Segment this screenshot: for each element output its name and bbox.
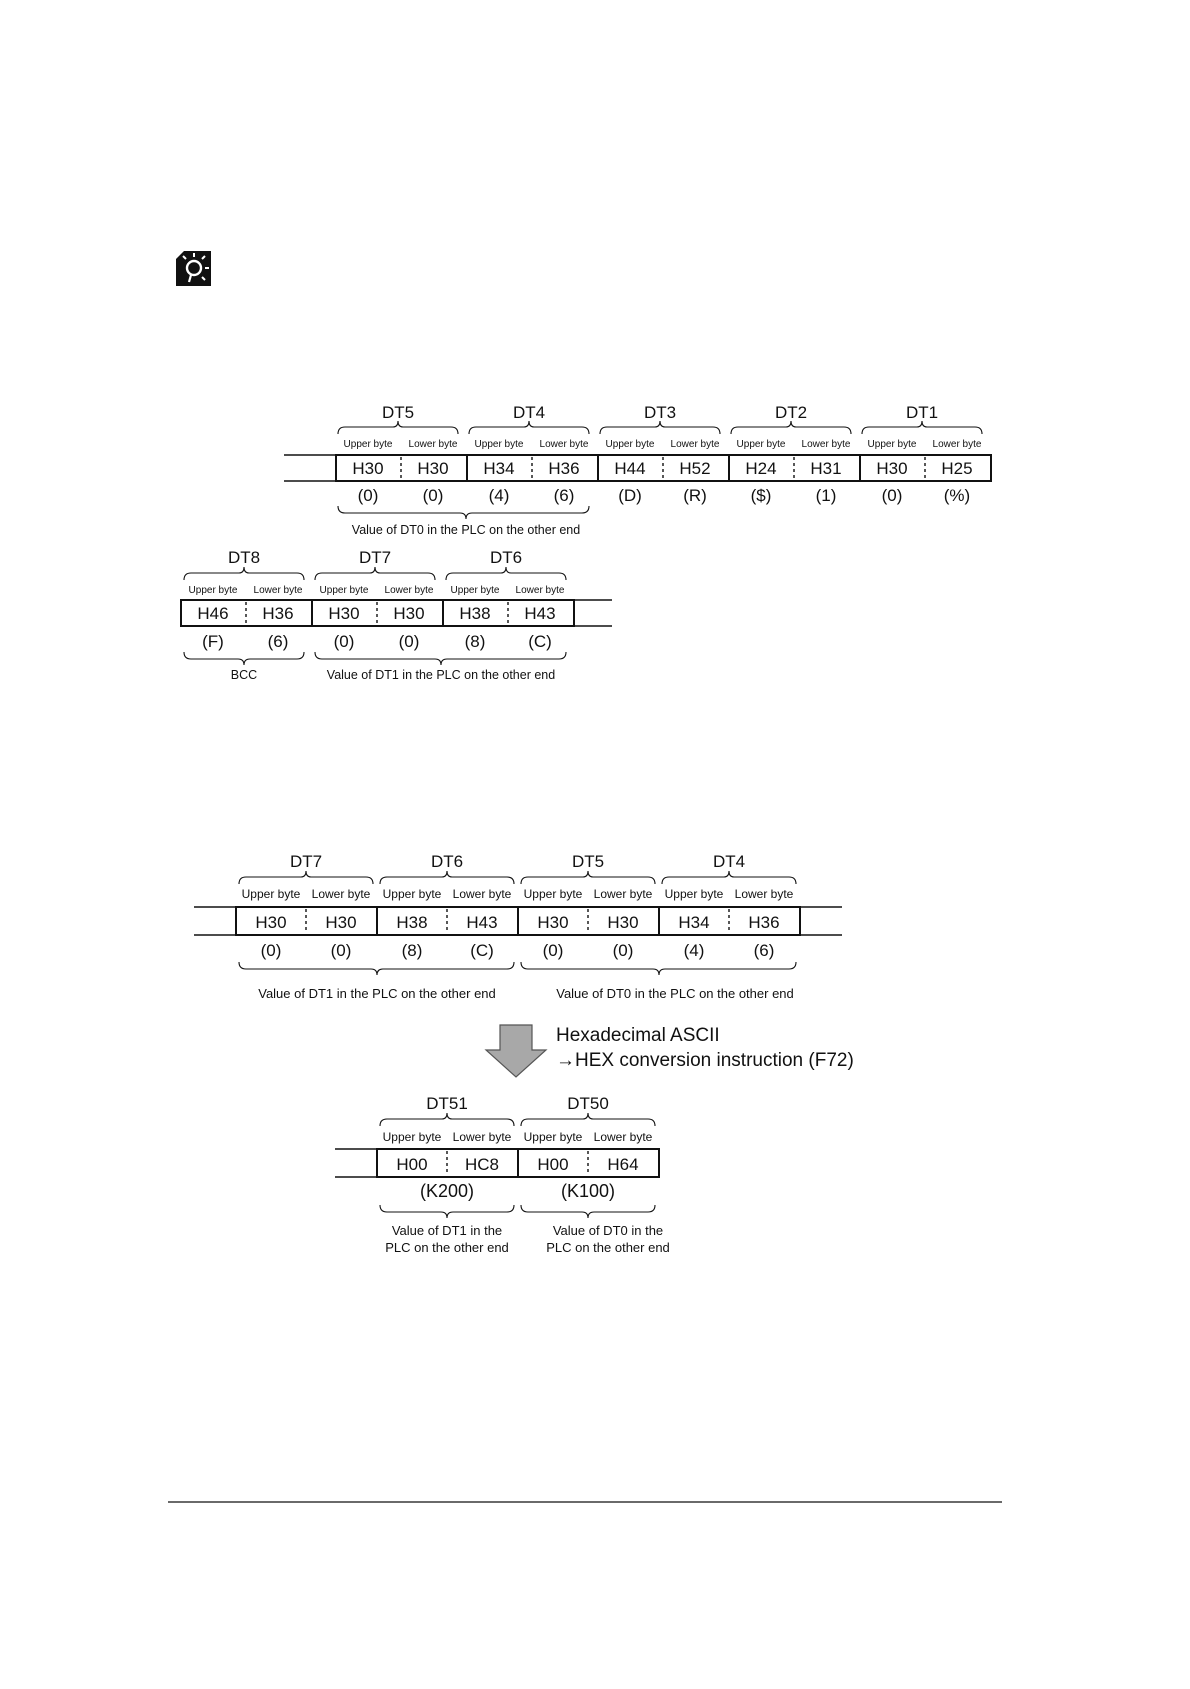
byte-value: H36 bbox=[548, 459, 580, 478]
ascii-char: (0) bbox=[330, 941, 352, 960]
byte-label: Lower byte bbox=[384, 585, 434, 596]
byte-value: H36 bbox=[748, 913, 780, 932]
ascii-char: (4) bbox=[488, 486, 510, 505]
byte-label: Upper byte bbox=[343, 439, 393, 450]
caption: Value of DT0 in the PLC on the other end bbox=[556, 986, 794, 1001]
word-brace bbox=[239, 871, 373, 884]
byte-value: H43 bbox=[524, 604, 556, 623]
byte-value: H24 bbox=[745, 459, 777, 478]
word-brace bbox=[662, 871, 796, 884]
word-label: DT2 bbox=[774, 403, 808, 422]
word-label: DT7 bbox=[289, 852, 323, 871]
diagram1-row2 bbox=[181, 548, 612, 682]
byte-value: H00 bbox=[396, 1155, 428, 1174]
byte-label: Upper byte bbox=[241, 887, 301, 901]
caption-brace bbox=[315, 652, 566, 665]
ascii-char: (C) bbox=[528, 632, 552, 651]
word-brace bbox=[469, 421, 589, 434]
word-brace bbox=[862, 421, 982, 434]
byte-value: H38 bbox=[459, 604, 491, 623]
word-label: DT4 bbox=[712, 852, 746, 871]
decimal-value: (K100) bbox=[560, 1181, 616, 1201]
byte-value: H34 bbox=[678, 913, 710, 932]
byte-value: H52 bbox=[679, 459, 711, 478]
byte-label: Lower byte bbox=[515, 585, 565, 596]
caption-brace bbox=[184, 652, 304, 665]
caption-line: Value of DT1 in the bbox=[391, 1223, 503, 1238]
byte-label: Upper byte bbox=[664, 887, 724, 901]
caption: Value of DT1 in the PLC on the other end bbox=[258, 986, 496, 1001]
byte-value: H30 bbox=[417, 459, 449, 478]
ascii-char: (1) bbox=[815, 486, 837, 505]
conversion-line2: →HEX conversion instruction (F72) bbox=[556, 1050, 854, 1071]
ascii-char: (0) bbox=[542, 941, 564, 960]
byte-value: H30 bbox=[607, 913, 639, 932]
byte-label: Lower byte bbox=[452, 1130, 512, 1144]
ascii-char: (8) bbox=[401, 941, 423, 960]
byte-label: Upper byte bbox=[319, 585, 369, 596]
byte-label: Upper byte bbox=[605, 439, 655, 450]
byte-value: H25 bbox=[941, 459, 973, 478]
byte-value: H34 bbox=[483, 459, 515, 478]
caption-brace bbox=[521, 962, 796, 975]
word-label: DT7 bbox=[358, 548, 392, 567]
ascii-char: (6) bbox=[753, 941, 775, 960]
byte-value: H44 bbox=[614, 459, 646, 478]
byte-value: H46 bbox=[197, 604, 229, 623]
ascii-char: (4) bbox=[683, 941, 705, 960]
byte-label: Upper byte bbox=[382, 1130, 442, 1144]
caption-brace bbox=[521, 1205, 655, 1218]
word-label: DT3 bbox=[643, 403, 677, 422]
byte-label: Upper byte bbox=[450, 585, 500, 596]
byte-value: H38 bbox=[396, 913, 428, 932]
word-label: DT51 bbox=[426, 1094, 468, 1113]
byte-label: Lower byte bbox=[311, 887, 371, 901]
caption-line: Value of DT0 in the bbox=[552, 1223, 664, 1238]
ascii-char: (0) bbox=[357, 486, 379, 505]
caption: Value of DT0 in the PLC on the other end bbox=[351, 523, 581, 537]
byte-label: Upper byte bbox=[523, 1130, 583, 1144]
word-brace bbox=[731, 421, 851, 434]
lightbulb-tip-icon bbox=[176, 251, 211, 286]
caption-line: PLC on the other end bbox=[385, 1240, 509, 1255]
byte-label: Lower byte bbox=[253, 585, 303, 596]
word-label: DT50 bbox=[567, 1094, 609, 1113]
byte-label: Lower byte bbox=[408, 439, 458, 450]
ascii-char: (0) bbox=[398, 632, 420, 651]
word-brace bbox=[521, 871, 655, 884]
word-brace bbox=[521, 1113, 655, 1126]
word-brace bbox=[600, 421, 720, 434]
ascii-char: (C) bbox=[470, 941, 494, 960]
caption-brace bbox=[338, 506, 589, 519]
diagram2-result bbox=[335, 1094, 670, 1255]
ascii-char: (6) bbox=[553, 486, 575, 505]
word-brace bbox=[338, 421, 458, 434]
byte-label: Lower byte bbox=[539, 439, 589, 450]
ascii-char: (6) bbox=[267, 632, 289, 651]
ascii-char: (0) bbox=[612, 941, 634, 960]
byte-label: Lower byte bbox=[734, 887, 794, 901]
decimal-value: (K200) bbox=[419, 1181, 475, 1201]
byte-value: H30 bbox=[876, 459, 908, 478]
conversion-line1: Hexadecimal ASCII bbox=[556, 1025, 720, 1046]
byte-label: Upper byte bbox=[382, 887, 442, 901]
ascii-char: (0) bbox=[422, 486, 444, 505]
ascii-char: ($) bbox=[750, 486, 772, 505]
word-brace bbox=[380, 871, 514, 884]
byte-value: H43 bbox=[466, 913, 498, 932]
ascii-char: (0) bbox=[260, 941, 282, 960]
byte-value: H30 bbox=[537, 913, 569, 932]
byte-label: Upper byte bbox=[188, 585, 238, 596]
byte-label: Lower byte bbox=[452, 887, 512, 901]
byte-value: H30 bbox=[325, 913, 357, 932]
caption-brace bbox=[239, 962, 514, 975]
byte-label: Upper byte bbox=[867, 439, 917, 450]
byte-value: H30 bbox=[393, 604, 425, 623]
byte-value: H31 bbox=[810, 459, 842, 478]
down-arrow-icon bbox=[486, 1025, 546, 1077]
byte-label: Lower byte bbox=[593, 887, 653, 901]
word-brace bbox=[315, 567, 435, 580]
word-label: DT5 bbox=[381, 403, 415, 422]
byte-value: H30 bbox=[328, 604, 360, 623]
byte-value: H30 bbox=[255, 913, 287, 932]
word-brace bbox=[184, 567, 304, 580]
caption: Value of DT1 in the PLC on the other end bbox=[326, 668, 556, 682]
caption-bcc: BCC bbox=[230, 668, 258, 682]
byte-value: H30 bbox=[352, 459, 384, 478]
ascii-char: (8) bbox=[464, 632, 486, 651]
byte-label: Lower byte bbox=[593, 1130, 653, 1144]
word-label: DT5 bbox=[571, 852, 605, 871]
caption-brace bbox=[380, 1205, 514, 1218]
conversion-step bbox=[486, 1025, 854, 1077]
word-brace bbox=[380, 1113, 514, 1126]
word-label: DT6 bbox=[430, 852, 464, 871]
ascii-char: (R) bbox=[683, 486, 707, 505]
byte-label: Lower byte bbox=[932, 439, 982, 450]
ascii-char: (0) bbox=[333, 632, 355, 651]
word-label: DT4 bbox=[512, 403, 546, 422]
word-label: DT6 bbox=[489, 548, 523, 567]
byte-value: H64 bbox=[607, 1155, 639, 1174]
diagram1-row1 bbox=[284, 403, 991, 537]
byte-label: Upper byte bbox=[474, 439, 524, 450]
diagram2-row bbox=[194, 852, 842, 1001]
ascii-char: (D) bbox=[618, 486, 642, 505]
byte-label: Lower byte bbox=[670, 439, 720, 450]
word-label: DT8 bbox=[227, 548, 261, 567]
byte-value: HC8 bbox=[464, 1155, 500, 1174]
byte-value: H36 bbox=[262, 604, 294, 623]
byte-label: Lower byte bbox=[801, 439, 851, 450]
byte-label: Upper byte bbox=[736, 439, 786, 450]
ascii-char: (%) bbox=[943, 486, 971, 505]
byte-label: Upper byte bbox=[523, 887, 583, 901]
word-brace bbox=[446, 567, 566, 580]
byte-value: H00 bbox=[537, 1155, 569, 1174]
ascii-char: (F) bbox=[202, 632, 224, 651]
word-label: DT1 bbox=[905, 403, 939, 422]
caption-line: PLC on the other end bbox=[546, 1240, 670, 1255]
ascii-char: (0) bbox=[881, 486, 903, 505]
